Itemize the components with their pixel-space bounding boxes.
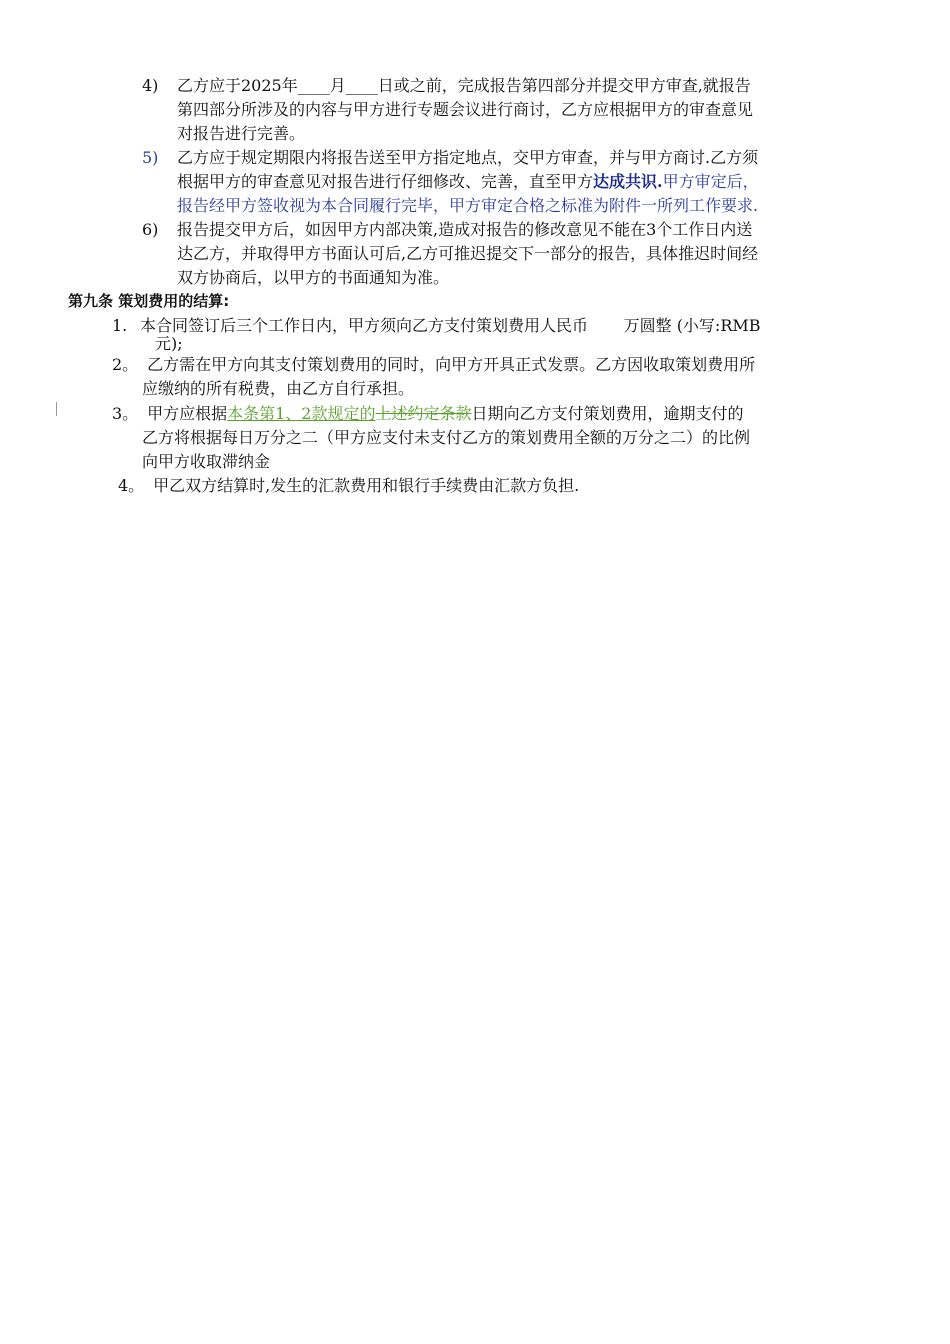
clause-number: 1. xyxy=(112,316,128,335)
deleted-text: 上述约定条款 xyxy=(375,404,472,423)
inserted-text: 本条第1、2款规定的 xyxy=(227,404,376,423)
paragraph-line: 乙方应于2025年____月____日或之前，完成报告第四部分并提交甲方审查,就报告 xyxy=(177,76,751,95)
plain-text: 根据甲方的审查意见对报告进行仔细修改、完善，直至甲方 xyxy=(177,172,594,191)
list-number: 5) xyxy=(142,148,159,167)
paragraph-line: 本合同签订后三个工作日内，甲方须向乙方支付策划费用人民币 万圆整 (小写:RMB xyxy=(140,316,761,335)
revised-bold-text: 达成共识. xyxy=(593,172,663,191)
change-bar xyxy=(56,402,57,416)
paragraph-line: 达乙方，并取得甲方书面认可后,乙方可推迟提交下一部分的报告，具体推迟时间经 xyxy=(177,244,759,263)
list-number: 6) xyxy=(142,220,159,239)
paragraph-line xyxy=(177,170,883,194)
paragraph-line: 双方协商后，以甲方的书面通知为准。 xyxy=(177,268,450,287)
paragraph-line xyxy=(142,402,887,426)
paragraph-line: 乙方需在甲方向其支付策划费用的同时，向甲方开具正式发票。乙方因收取策划费用所 xyxy=(142,355,756,374)
paragraph-line: 向甲方收取滞纳金 xyxy=(142,452,271,471)
section-heading: 第九条 策划费用的结算: xyxy=(68,292,230,310)
paragraph-line: 甲乙双方结算时,发生的汇款费用和银行手续费由汇款方负担. xyxy=(148,476,580,495)
paragraph-line: 乙方将根据每日万分之二（甲方应支付未支付乙方的策划费用全额的万分之二）的比例 xyxy=(142,428,751,447)
revised-text: 甲方审定后， xyxy=(662,172,759,191)
paragraph-line: 元); xyxy=(155,334,183,353)
paragraph-line: 报告提交甲方后，如因甲方内部决策,造成对报告的修改意见不能在3个工作日内送 xyxy=(177,220,753,239)
paragraph-line: 乙方应于规定期限内将报告送至甲方指定地点，交甲方审查，并与甲方商讨.乙方须 xyxy=(177,148,759,167)
list-number: 4) xyxy=(142,76,159,95)
plain-text: 日期向乙方支付策划费用，逾期支付的 xyxy=(471,404,744,423)
clause-number: 2。 xyxy=(112,355,139,374)
paragraph-line: 第四部分所涉及的内容与甲方进行专题会议进行商讨，乙方应根据甲方的审查意见 xyxy=(177,100,754,119)
clause-number: 3。 xyxy=(112,404,139,423)
paragraph-line: 对报告进行完善。 xyxy=(177,124,306,143)
plain-text: 甲方应根据 xyxy=(142,404,228,423)
clause-number: 4。 xyxy=(118,476,145,495)
revised-text: 报告经甲方签收视为本合同履行完毕，甲方审定合格之标准为附件一所列工作要求. xyxy=(177,196,759,215)
paragraph-line: 应缴纳的所有税费，由乙方自行承担。 xyxy=(142,379,415,398)
